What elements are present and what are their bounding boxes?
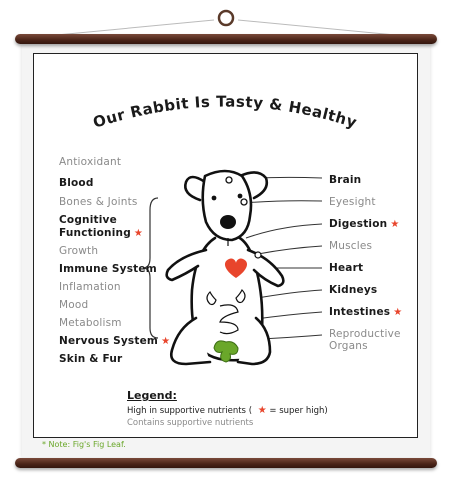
left-label-item (59, 245, 98, 257)
left-label-item (59, 299, 88, 311)
star-icon: ★ (133, 228, 144, 239)
legend-title: Legend: (127, 389, 177, 402)
right-label-text: Brain (329, 174, 362, 186)
left-label-item (59, 156, 121, 168)
right-label-text: Muscles (329, 240, 373, 252)
left-label-item (59, 353, 122, 365)
right-label-item (329, 174, 361, 186)
left-label-item (59, 227, 143, 239)
legend-star-icon: ★ (257, 405, 267, 416)
rabbit-eye-left (212, 196, 217, 201)
muscle-marker (255, 252, 261, 258)
right-label-item (329, 218, 399, 230)
rabbit-eye-right (238, 194, 243, 199)
right-label-text: Heart (329, 262, 364, 274)
left-label-text: Immune System (59, 263, 157, 275)
right-label-item (329, 240, 372, 252)
right-label-item (329, 262, 363, 274)
left-label-text: Mood (59, 299, 89, 311)
left-label-text: Bones & Joints (59, 196, 138, 208)
right-label-text: Kidneys (329, 284, 378, 296)
legend-high-text-end: = super high) (269, 406, 328, 416)
legend-contains: Contains supportive nutrients (127, 418, 254, 428)
left-label-text: Inflamation (59, 281, 121, 293)
left-label-item (59, 196, 138, 208)
left-label-text: Blood (59, 177, 94, 189)
legend-high (127, 405, 328, 416)
left-label-text: Skin & Fur (59, 353, 123, 365)
footnote: * Note: Fig's Fig Leaf. (42, 440, 126, 449)
right-label-text: Intestines (329, 306, 391, 318)
left-label-text: Antioxidant (59, 156, 122, 168)
right-label-item (329, 340, 368, 352)
left-label-text: Metabolism (59, 317, 122, 329)
right-label-item (329, 328, 401, 340)
right-label-text: Eyesight (329, 196, 376, 208)
eyesight-marker (241, 199, 247, 205)
star-icon: ★ (390, 219, 400, 230)
star-icon: ★ (393, 307, 403, 318)
left-label-text: Functioning (59, 227, 131, 239)
svg-text:Our Rabbit Is Tasty & Healthy: Our Rabbit Is Tasty & Healthy (90, 92, 360, 132)
rabbit-nose (220, 215, 236, 229)
left-label-item (59, 317, 122, 329)
left-label-text: Nervous System (59, 335, 159, 347)
left-label-text: Cognitive (59, 214, 117, 226)
left-label-item (59, 335, 170, 347)
right-label-text: Reproductive (329, 328, 401, 340)
right-label-item (329, 306, 402, 318)
left-label-item (59, 281, 121, 293)
right-label-item (329, 196, 376, 208)
right-label-item (329, 284, 377, 296)
left-label-text: Growth (59, 245, 99, 257)
legend-high-text: High in supportive nutrients ( (127, 406, 253, 416)
left-label-item (59, 177, 94, 189)
right-label-text: Digestion (329, 218, 388, 230)
right-label-text: Organs (329, 340, 368, 352)
brain-marker (226, 177, 232, 183)
left-label-item (59, 263, 157, 275)
left-label-item (59, 214, 117, 226)
star-icon: ★ (161, 336, 171, 347)
